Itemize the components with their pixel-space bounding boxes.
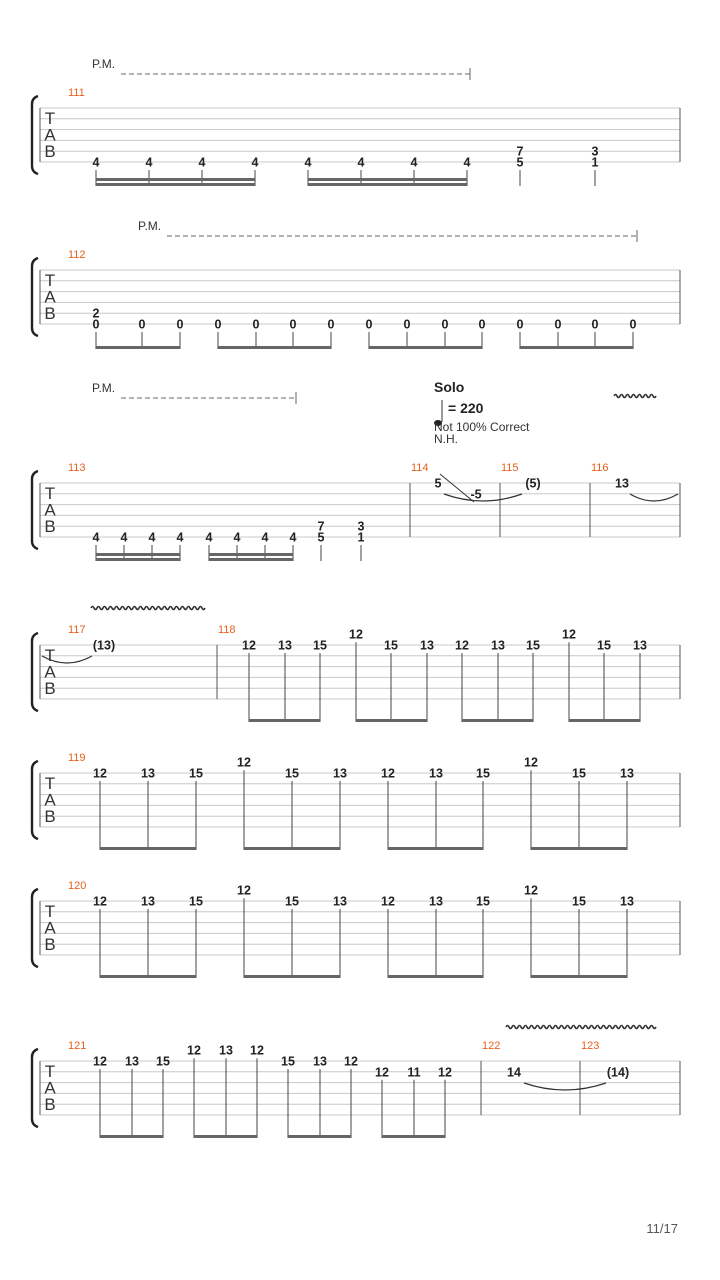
tab-clef-letter-t: T (44, 774, 56, 793)
fret-number: 5 (516, 155, 524, 170)
page-number: 11/17 (646, 1221, 678, 1236)
beam (96, 183, 255, 186)
beam (249, 719, 320, 722)
tab-staff (32, 462, 680, 561)
beam (218, 346, 331, 349)
fret-number: 0 (327, 317, 335, 332)
measure-number: 113 (68, 462, 86, 474)
system-bracket (32, 96, 38, 174)
fret-number: 2 (92, 306, 100, 321)
fret-number: 0 (365, 317, 373, 332)
fret-number: 12 (349, 627, 363, 642)
fret-number: 4 (92, 530, 100, 545)
beam (388, 847, 483, 850)
fret-number: 0 (176, 317, 184, 332)
fret-number: 4 (410, 155, 418, 170)
tab-clef-letter-b: B (44, 1095, 56, 1114)
measure-number: 122 (482, 1040, 501, 1052)
fret-number: 15 (285, 766, 299, 781)
measure-number: 121 (68, 1040, 87, 1052)
fret-number: 4 (233, 530, 241, 545)
fret-number: 13 (313, 1054, 327, 1069)
tab-clef-letter-b: B (44, 304, 56, 323)
beam (100, 975, 196, 978)
fret-number: 1 (357, 530, 365, 545)
fret-number: 11 (407, 1065, 421, 1080)
beam (531, 975, 627, 978)
tab-clef-letter-b: B (44, 807, 56, 826)
fret-number: 12 (93, 766, 107, 781)
fret-number: 13 (429, 766, 443, 781)
fret-number: 15 (281, 1054, 295, 1069)
fret-number: 4 (261, 530, 269, 545)
fret-number: 13 (125, 1054, 139, 1069)
fret-number: 15 (597, 638, 611, 653)
fret-number: 15 (384, 638, 398, 653)
fret-number: 13 (429, 894, 443, 909)
measure-number: 118 (218, 624, 236, 636)
tab-clef-letter-a: A (44, 125, 56, 145)
tempo-value: = 220 (448, 400, 484, 416)
tab-staff (32, 880, 680, 978)
fret-number: 12 (237, 755, 251, 770)
fret-number: 15 (476, 766, 490, 781)
fret-number: 4 (120, 530, 128, 545)
system-bracket (32, 761, 38, 839)
fret-number: 0 (516, 317, 524, 332)
tab-staff (32, 87, 680, 186)
tab-clef-letter-a: A (44, 1078, 56, 1098)
beam (288, 1135, 351, 1138)
fret-number: 15 (572, 766, 586, 781)
system-bracket (32, 633, 38, 711)
palm-mute-label: P.M. (92, 57, 116, 71)
fret-number: 15 (156, 1054, 170, 1069)
fret-number: 0 (478, 317, 486, 332)
palm-mute-annotation (92, 381, 296, 404)
beam (520, 346, 633, 349)
palm-mute-annotation (92, 57, 470, 80)
fret-number: 7 (317, 519, 325, 534)
fret-number: 4 (92, 155, 100, 170)
beam (209, 558, 293, 561)
fret-number: 1 (591, 155, 599, 170)
fret-number: 0 (629, 317, 637, 332)
fret-number: 15 (526, 638, 540, 653)
fret-number: 12 (562, 627, 576, 642)
fret-number: 3 (591, 144, 599, 159)
tab-clef-letter-t: T (44, 109, 56, 128)
fret-number: 4 (148, 530, 156, 545)
fret-number: 13 (620, 766, 634, 781)
tab-clef-letter-a: A (44, 287, 56, 307)
beam (244, 847, 340, 850)
fret-number: 7 (516, 144, 524, 159)
tab-clef-letter-a: A (44, 500, 56, 520)
fret-number: 12 (93, 894, 107, 909)
fret-number: 12 (93, 1054, 107, 1069)
fret-number: 4 (145, 155, 153, 170)
measure-number: 116 (591, 462, 609, 474)
tab-clef-letter-t: T (44, 271, 56, 290)
beam (369, 346, 482, 349)
measure-number: 123 (581, 1040, 600, 1052)
beam (462, 719, 533, 722)
vibrato-marker (614, 395, 656, 398)
fret-number: 5 (434, 476, 442, 491)
fret-number: 13 (420, 638, 434, 653)
measure-number: 117 (68, 624, 86, 636)
fret-number: 12 (375, 1065, 389, 1080)
beam (308, 183, 467, 186)
fret-number: 15 (285, 894, 299, 909)
fret-number: 15 (189, 894, 203, 909)
beam (96, 178, 255, 181)
beam (100, 1135, 163, 1138)
fret-number: 0 (92, 317, 100, 332)
system-bracket (32, 471, 38, 549)
beam (382, 1135, 445, 1138)
fret-number: -5 (470, 487, 482, 502)
palm-mute-label: P.M. (92, 381, 116, 395)
fret-number: 13 (278, 638, 292, 653)
fret-number: 13 (141, 894, 155, 909)
beam (96, 346, 180, 349)
natural-harmonic-label: N.H. (434, 432, 458, 446)
system-bracket (32, 258, 38, 336)
tab-staff (32, 752, 680, 850)
beam (96, 558, 180, 561)
fret-number: 13 (333, 894, 347, 909)
fret-number: (5) (525, 476, 541, 491)
measure-number: 115 (501, 462, 519, 474)
tab-clef-letter-b: B (44, 517, 56, 536)
fret-number: 4 (463, 155, 471, 170)
fret-number: 0 (554, 317, 562, 332)
fret-number: 13 (491, 638, 505, 653)
beam (569, 719, 640, 722)
beam (96, 553, 180, 556)
fret-number: 4 (289, 530, 297, 545)
measure-number: 119 (68, 752, 86, 764)
measure-number: 114 (411, 462, 429, 474)
tab-clef-letter-t: T (44, 902, 56, 921)
fret-number: 13 (141, 766, 155, 781)
fret-number: 15 (572, 894, 586, 909)
measure-number: 112 (68, 249, 86, 261)
fret-number: 12 (455, 638, 469, 653)
tab-clef-letter-b: B (44, 679, 56, 698)
fret-number: 15 (189, 766, 203, 781)
fret-number: 12 (524, 883, 538, 898)
fret-number: 4 (357, 155, 365, 170)
tab-clef-letter-t: T (44, 484, 56, 503)
tab-clef-letter-a: A (44, 918, 56, 938)
fret-number: 12 (237, 883, 251, 898)
fret-number: 12 (524, 755, 538, 770)
fret-number: 0 (403, 317, 411, 332)
measure-number: 111 (68, 87, 85, 99)
system-bracket (32, 1049, 38, 1127)
beam (356, 719, 427, 722)
fret-number: 12 (381, 894, 395, 909)
system-bracket (32, 889, 38, 967)
vibrato-marker (506, 1026, 656, 1029)
palm-mute-annotation (138, 219, 637, 242)
fret-number: 4 (205, 530, 213, 545)
beam (531, 847, 627, 850)
fret-number: 4 (198, 155, 206, 170)
fret-number: 15 (476, 894, 490, 909)
fret-number: 4 (251, 155, 259, 170)
tab-clef-letter-t: T (44, 1062, 56, 1081)
fret-number: 13 (333, 766, 347, 781)
fret-number: 0 (591, 317, 599, 332)
fret-number: 4 (304, 155, 312, 170)
fret-number: (14) (606, 1065, 630, 1080)
fret-number: 13 (615, 476, 629, 491)
vibrato-marker (91, 607, 205, 610)
fret-number: 5 (317, 530, 325, 545)
tie-arc (444, 494, 522, 501)
fret-number: 12 (381, 766, 395, 781)
fret-number: 0 (138, 317, 146, 332)
beam (388, 975, 483, 978)
fret-number: 0 (214, 317, 222, 332)
tab-clef-letter-b: B (44, 935, 56, 954)
tie-arc (524, 1083, 606, 1090)
palm-mute-label: P.M. (138, 219, 162, 233)
fret-number: 12 (344, 1054, 358, 1069)
measure-number: 120 (68, 880, 87, 892)
beam (194, 1135, 257, 1138)
transcription-note: Not 100% Correct (434, 420, 530, 434)
beam (244, 975, 340, 978)
section-label: Solo (434, 379, 465, 395)
fret-number: 4 (176, 530, 184, 545)
fret-number: 12 (250, 1043, 264, 1058)
fret-number: 12 (242, 638, 256, 653)
beam (209, 553, 293, 556)
fret-number: 3 (357, 519, 365, 534)
tab-clef-letter-a: A (44, 790, 56, 810)
fret-number: 14 (507, 1065, 521, 1080)
fret-number: 13 (633, 638, 647, 653)
tab-staff (32, 624, 680, 722)
fret-number: 0 (252, 317, 260, 332)
fret-number: 0 (289, 317, 297, 332)
fret-number: 13 (620, 894, 634, 909)
fret-number: 12 (438, 1065, 452, 1080)
fret-number: 13 (219, 1043, 233, 1058)
beam (100, 847, 196, 850)
tab-clef-letter-a: A (44, 662, 56, 682)
tab-clef-letter-b: B (44, 142, 56, 161)
tab-staff (32, 249, 680, 349)
beam (308, 178, 467, 181)
tie-arc (630, 494, 678, 501)
fret-number: 15 (313, 638, 327, 653)
fret-number: (13) (92, 638, 116, 653)
tab-clef-letter-t: T (44, 646, 56, 665)
fret-number: 0 (441, 317, 449, 332)
fret-number: 12 (187, 1043, 201, 1058)
